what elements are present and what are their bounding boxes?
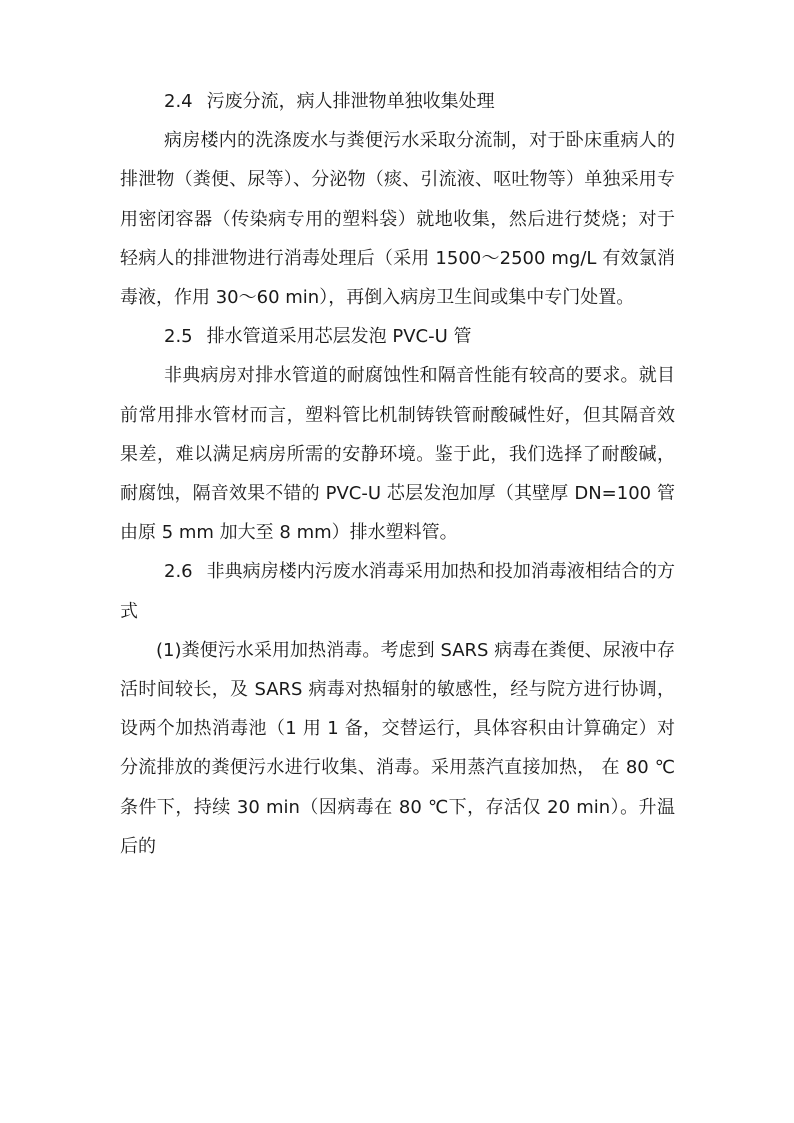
document-page: [120, 82, 675, 866]
section-number: 2.4: [164, 91, 193, 112]
section-number: 2.5: [164, 326, 193, 348]
section-title: 污废分流，病人排泄物单独收集处理: [206, 91, 495, 112]
section-title: 排水管道采用芯层发泡 PVC-U 管: [206, 326, 472, 348]
section-heading-2-4: [120, 82, 675, 121]
section-title: 非典病房楼内污废水消毒采用加热和投加消毒液相结合的方式: [120, 561, 675, 622]
section-paragraph-2-4: 病房楼内的洗涤废水与粪便污水采取分流制，对于卧床重病人的排泄物（粪便、尿等）、分泌物（痰、引流液、呕吐物等）单独采用专用密闭容器（传染病专用的塑料袋）就地收集，然后进行焚烧；对于轻病人的排泄物进行消毒处理后（采用 1500～2500 mg/L 有效氯消毒液，作用 30～60 min），再倒入病房卫生间或集中专门处置。: [120, 130, 675, 309]
section-item-2-6-1: (1)粪便污水采用加热消毒。考虑到 SARS 病毒在粪便、尿液中存活时间较长，及 SARS 病毒对热辐射的敏感性，经与院方进行协调，设两个加热消毒池（1 用 1 备，交替运行，具体容积由计算确定）对分流排放的粪便污水进行收集、消毒。采用蒸汽直接加热， 在 80 ℃条件下，持续 30 min（因病毒在 80 ℃下，存活仅 20 min）。升温后的: [120, 639, 675, 857]
section-heading-2-5: [120, 317, 675, 356]
section-heading-2-6: [120, 552, 675, 630]
section-number: 2.6: [164, 561, 193, 583]
section-paragraph-2-5: 非典病房对排水管道的耐腐蚀性和隔音性能有较高的要求。就目前常用排水管材而言，塑料管比机制铸铁管耐酸碱性好，但其隔音效果差，难以满足病房所需的安静环境。鉴于此，我们选择了耐酸碱，耐腐蚀，隔音效果不错的 PVC-U 芯层发泡加厚（其壁厚 DN=100 管由原 5 mm 加大至 8 mm）排水塑料管。: [120, 365, 675, 544]
